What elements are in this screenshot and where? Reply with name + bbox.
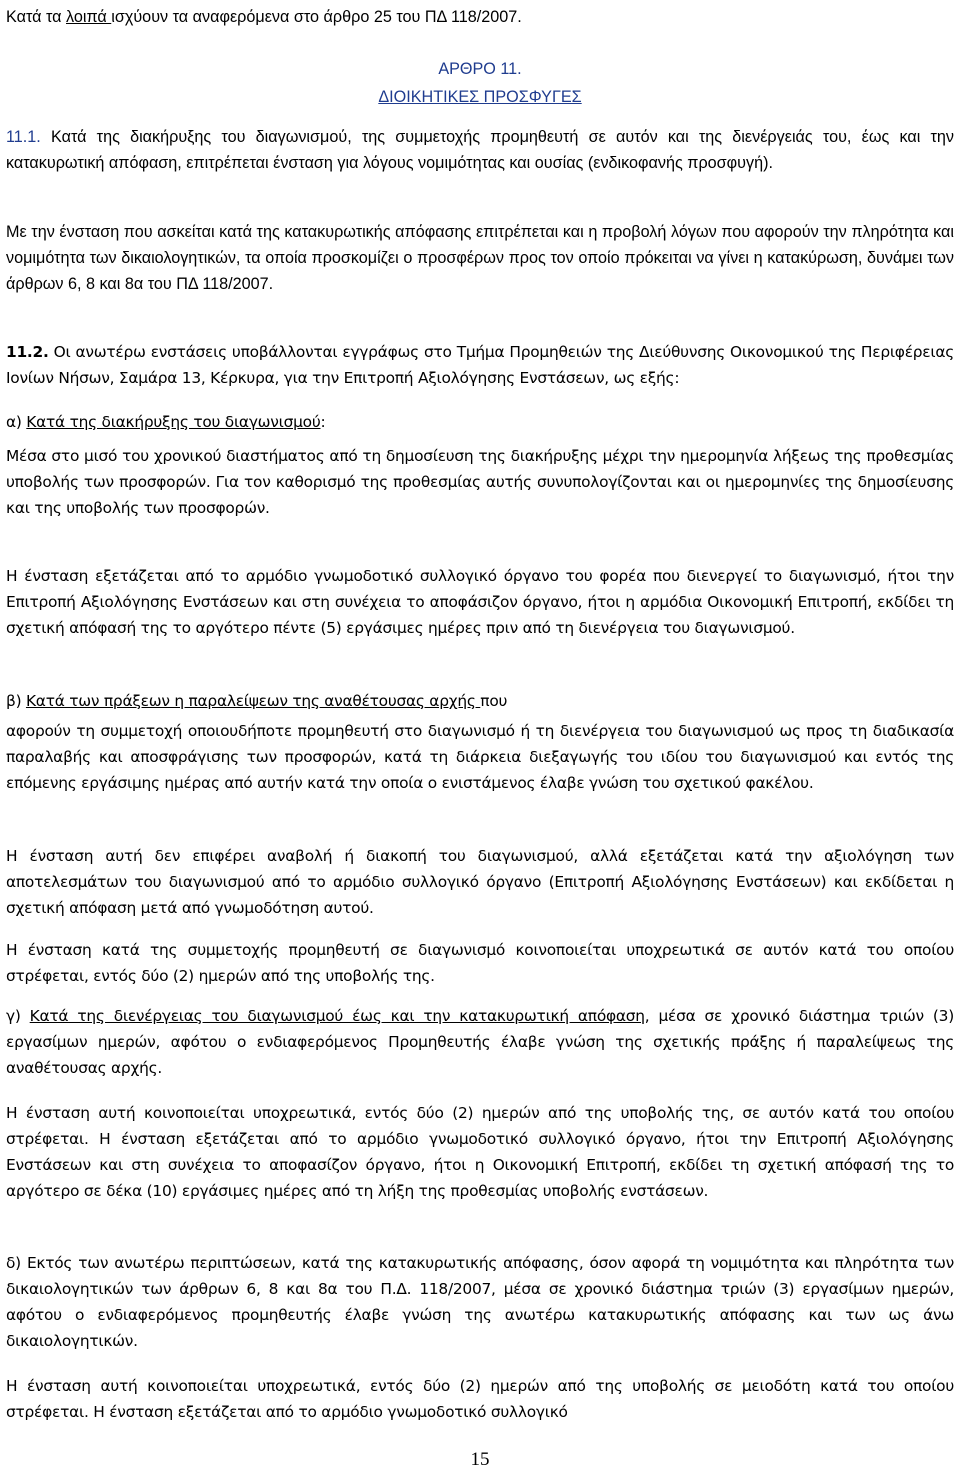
section-b-paragraph-2: Η ένσταση αυτή δεν επιφέρει αναβολή ή διακοπή του διαγωνισμού, αλλά εξετάζεται κατά την αξιολόγηση των αποτελεσμάτων του διαγωνισμού από το αρμόδιο συλλογικό όργανο (Επιτροπή Αξιολόγησης Ενστάσεων) και εκδίδεται η σχετική απόφαση μετά από γνωμοδότηση αυτού.: [6, 847, 954, 917]
section-a-paragraph-2: Η ένσταση εξετάζεται από το αρμόδιο γνωμοδοτικό συλλογικό όργανο του φορέα που διενεργεί το διαγωνισμό, ήτοι την Επιτροπή Αξιολόγησης Ενστάσεων και στη συνέχεια το αποφάσιζον όργανο, ήτοι η αρμόδια Οικονομική Επιτροπή, εκδίδει τη σχετική απόφασή της το αργότερο πέντε (5) εργάσιμες ημέρες πριν από τη διενέργεια του διαγωνισμού.: [6, 567, 954, 637]
section-c-paragraph-1: Η ένσταση αυτή κοινοποιείται υποχρεωτικά, εντός δύο (2) ημερών από της υποβολής της, σε αυτόν κατά του οποίου στρέφεται. Η ένσταση εξετάζεται από το αρμόδιο γνωμοδοτικό συλλογικό όργανο, ήτοι την Επιτροπή Αξιολόγησης Ενστάσεων και στη συνέχεια το αποφασίζον όργανο, ήτοι η Οικονομική Επιτροπή, εκδίδει τη σχετική απόφασή της το αργότερο σε δέκα (10) εργάσιμες ημέρες από τη λήξη της προθεσμίας υποβολής ενστάσεων.: [6, 1104, 954, 1200]
paragraph-number: 11.2.: [6, 343, 49, 361]
section-colon: :: [320, 413, 326, 431]
section-label: β): [6, 692, 26, 710]
section-a-paragraph-1: Μέσα στο μισό του χρονικού διαστήματος από τη δημοσίευση της διακήρυξης μέχρι την ημερομηνία λήξεως της προθεσμίας υποβολής των προσφορών. Για τον καθορισμό της προθεσμίας αυτής συνυπολογίζονται και οι ημερομηνίες της δημοσίευσης και της υποβολής των προσφορών.: [6, 447, 954, 517]
section-text: , μέσα σε χρονικό διάστημα τριών (3) εργασίμων ημερών, αφότου ο ενδιαφερόμενος Προμηθευτής έλαβε γνώση της σχετικής πράξης ή παραλείψεως της αναθέτουσας αρχής.: [6, 1007, 954, 1077]
section-c-paragraph: [6, 1003, 954, 1081]
paragraph-text: Κατά της διακήρυξης του διαγωνισμού, της συμμετοχής προμηθευτή σε αυτόν και της διενέργειάς του, έως και την κατακυρωτική απόφαση, επιτρέπεται ένσταση για λόγους νομιμότητας και ουσίας (ενδικοφανής προσφυγή).: [6, 128, 954, 172]
section-b-paragraph-3: Η ένσταση κατά της συμμετοχής προμηθευτή σε διαγωνισμό κοινοποιείται υποχρεωτικά σε αυτόν κατά του οποίου στρέφεται, εντός δύο (2) ημερών από της υποβολής της.: [6, 941, 954, 985]
section-b-heading: [6, 688, 954, 714]
intro-line: [6, 4, 954, 30]
section-heading: Κατά της διενέργειας του διαγωνισμού έως και την κατακυρωτική απόφαση: [29, 1007, 645, 1025]
section-b-paragraph-1: αφορούν τη συμμετοχή οποιουδήποτε προμηθευτή στο διαγωνισμό ή τη διενέργεια του διαγωνισμού ως προς τη διαδικασία παραλαβής και αποσφράγισης των προσφορών, κατά τη διάρκεια διεξαγωγής του ιδίου του διαγωνισμού και εντός της επόμενης εργάσιμης ημέρας από αυτήν κατά την οποία ο ενιστάμενος έλαβε γνώση του σχετικού φακέλου.: [6, 722, 954, 792]
intro-text-a: Κατά τα: [6, 8, 66, 26]
section-tail: που: [480, 692, 508, 710]
section-d-paragraph: δ) Εκτός των ανωτέρω περιπτώσεων, κατά της κατακυρωτικής απόφασης, όσον αφορά τη νομιμότητα και πληρότητα των δικαιολογητικών των άρθρων 6, 8 και 8α του Π.Δ. 118/2007, μέσα σε χρονικό διάστημα τριών (3) εργασίμων ημερών, αφότου ο ενδιαφερόμενος προμηθευτής έλαβε γνώση της ανωτέρω κατακυρωτικής απόφασης και των ως άνω δικαιολογητικών.: [6, 1254, 954, 1350]
paragraph-11-1: [6, 124, 954, 176]
intro-text-underlined: λοιπά: [66, 8, 112, 26]
section-heading: Κατά της διακήρυξης του διαγωνισμού: [26, 413, 321, 431]
article-number: ΑΡΘΡΟ 11.: [438, 60, 522, 78]
section-a-heading: [6, 409, 954, 435]
section-heading: Κατά των πράξεων η παραλείψεων της αναθέτουσας αρχής: [25, 692, 481, 710]
intro-text-c: ισχύουν τα αναφερόμενα στο άρθρο 25 του ΠΔ 118/2007.: [111, 8, 522, 26]
paragraph-objection-scope: Με την ένσταση που ασκείται κατά της κατακυρωτικής απόφασης επιτρέπεται και η προβολή λόγων που αφορούν την πληρότητα και νομιμότητα των δικαιολογητικών, τα οποία προσκομίζει ο προσφέρων προς τον οποίο πρόκειται να γίνει η κατακύρωση, δυνάμει των άρθρων 6, 8 και 8α του ΠΔ 118/2007.: [6, 223, 954, 293]
article-title: ΔΙΟΙΚΗΤΙΚΕΣ ΠΡΟΣΦΥΓΕΣ: [378, 88, 582, 106]
section-label: γ): [6, 1007, 30, 1025]
paragraph-11-2: [6, 339, 954, 391]
section-label: α): [6, 413, 27, 431]
paragraph-number: 11.1.: [6, 128, 41, 146]
paragraph-text: Οι ανωτέρω ενστάσεις υποβάλλονται εγγράφως στο Τμήμα Προμηθειών της Διεύθυνσης Οικονομικού της Περιφέρειας Ιονίων Νήσων, Σαμάρα 13, Κέρκυρα, για την Επιτροπή Αξιολόγησης Ενστάσεων, ως εξής:: [6, 343, 954, 387]
page-number: 15: [470, 1449, 490, 1470]
section-d-paragraph-1: Η ένσταση αυτή κοινοποιείται υποχρεωτικά, εντός δύο (2) ημερών από της υποβολής σε μειοδότη κατά του οποίου στρέφεται. Η ένσταση εξετάζεται από το αρμόδιο γνωμοδοτικό συλλογικό: [6, 1377, 954, 1421]
